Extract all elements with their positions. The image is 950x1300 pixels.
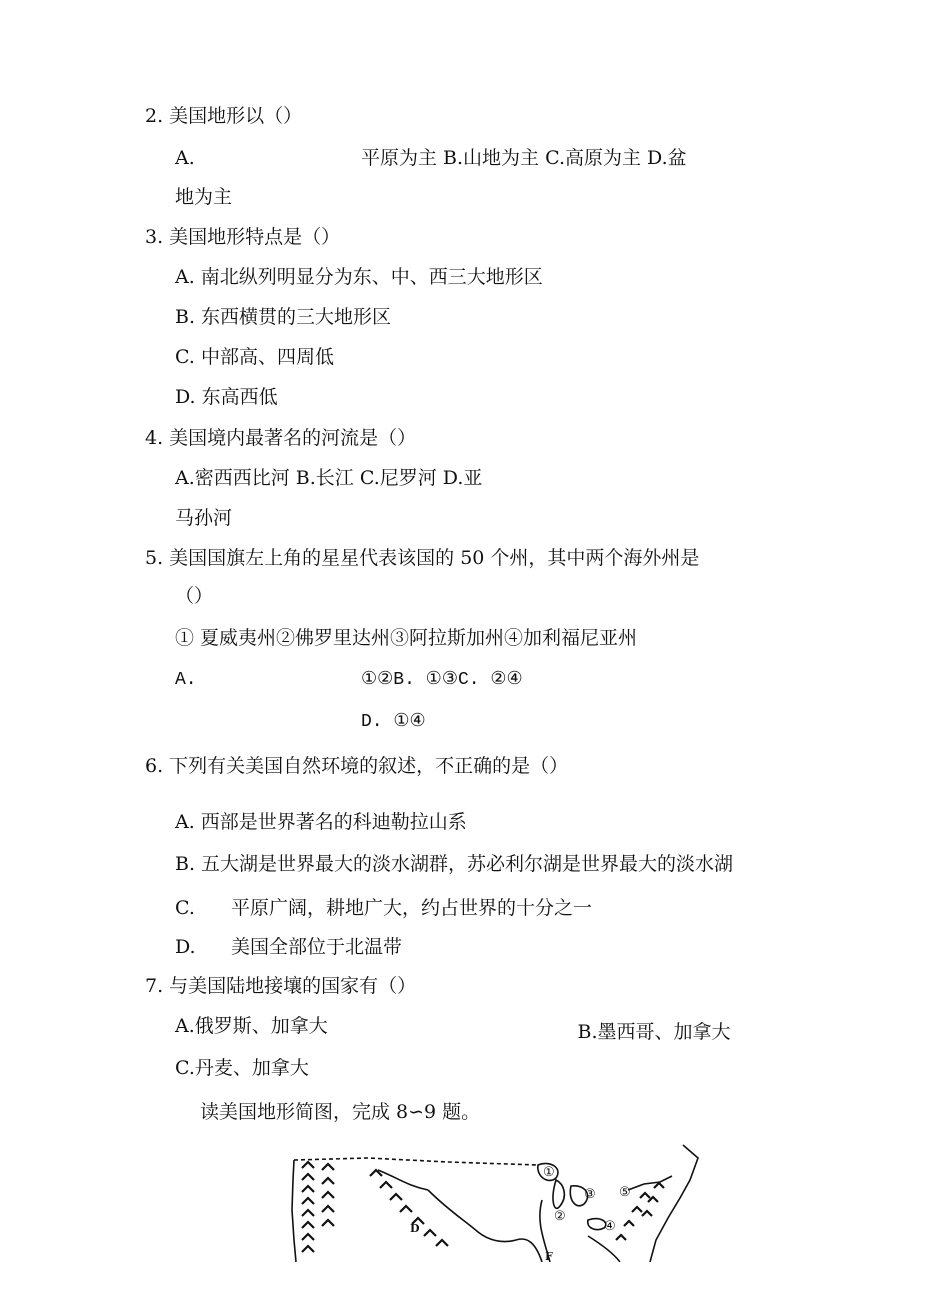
q5-items: ① 夏威夷州②佛罗里达州③阿拉斯加州④加利福尼亚州 bbox=[175, 627, 638, 649]
q6-option-d-text: 美国全部位于北温带 bbox=[231, 936, 403, 958]
q5-options-abc: ①②B. ①③C. ②④ bbox=[361, 670, 523, 690]
q2-option-a-label: A. bbox=[175, 147, 195, 169]
map-label-3: ③ bbox=[584, 1187, 596, 1202]
map-label-f: F bbox=[545, 1250, 553, 1262]
map-label-5: ⑤ bbox=[619, 1185, 631, 1200]
q2-options-wrap: 地为主 bbox=[175, 186, 233, 208]
q3-stem: 3. 美国地形特点是（） bbox=[145, 226, 341, 248]
q5-stem: 5. 美国国旗左上角的星星代表该国的 50 个州，其中两个海外州是 bbox=[145, 547, 700, 569]
q6-option-a: A. 西部是世界著名的科迪勒拉山系 bbox=[175, 811, 467, 833]
q5-stem-wrap: （） bbox=[175, 585, 214, 607]
q6-option-c-label: C. bbox=[175, 897, 195, 919]
q4-stem: 4. 美国境内最著名的河流是（） bbox=[145, 427, 417, 449]
map-instruction: 读美国地形简图，完成 8∽9 题。 bbox=[200, 1101, 481, 1123]
us-terrain-map bbox=[288, 1140, 718, 1262]
q5-option-a-label: A. bbox=[175, 670, 197, 690]
q5-option-d: D. ①④ bbox=[361, 712, 426, 732]
q3-option-a: A. 南北纵列明显分为东、中、西三大地形区 bbox=[175, 266, 543, 288]
q2-options: 平原为主 B.山地为主 C.高原为主 D.盆 bbox=[361, 147, 687, 169]
q7-stem: 7. 与美国陆地接壤的国家有（） bbox=[145, 975, 417, 997]
q6-option-c-text: 平原广阔，耕地广大，约占世界的十分之一 bbox=[231, 897, 593, 919]
q3-option-c: C. 中部高、四周低 bbox=[175, 346, 334, 368]
map-label-1: ① bbox=[543, 1165, 555, 1180]
q7-option-c: C.丹麦、加拿大 bbox=[175, 1057, 309, 1079]
q6-option-d-label: D. bbox=[175, 936, 196, 958]
q4-options-wrap: 马孙河 bbox=[175, 507, 233, 529]
q2-stem: 2. 美国地形以（） bbox=[145, 105, 303, 127]
q6-option-b: B. 五大湖是世界最大的淡水湖群，苏必利尔湖是世界最大的淡水湖 bbox=[175, 853, 734, 875]
q6-stem: 6. 下列有关美国自然环境的叙述，不正确的是（） bbox=[145, 755, 569, 777]
q4-options: A.密西西比河 B.长江 C.尼罗河 D.亚 bbox=[175, 467, 483, 489]
map-label-2: ② bbox=[554, 1209, 566, 1224]
map-label-4: ④ bbox=[604, 1219, 616, 1234]
q3-option-b: B. 东西横贯的三大地形区 bbox=[175, 306, 392, 328]
q3-option-d: D. 东高西低 bbox=[175, 386, 278, 408]
q7-option-a: A.俄罗斯、加拿大 bbox=[175, 1015, 328, 1037]
map-label-d: D bbox=[410, 1222, 420, 1235]
q7-option-b: B.墨西哥、加拿大 bbox=[577, 1021, 731, 1043]
